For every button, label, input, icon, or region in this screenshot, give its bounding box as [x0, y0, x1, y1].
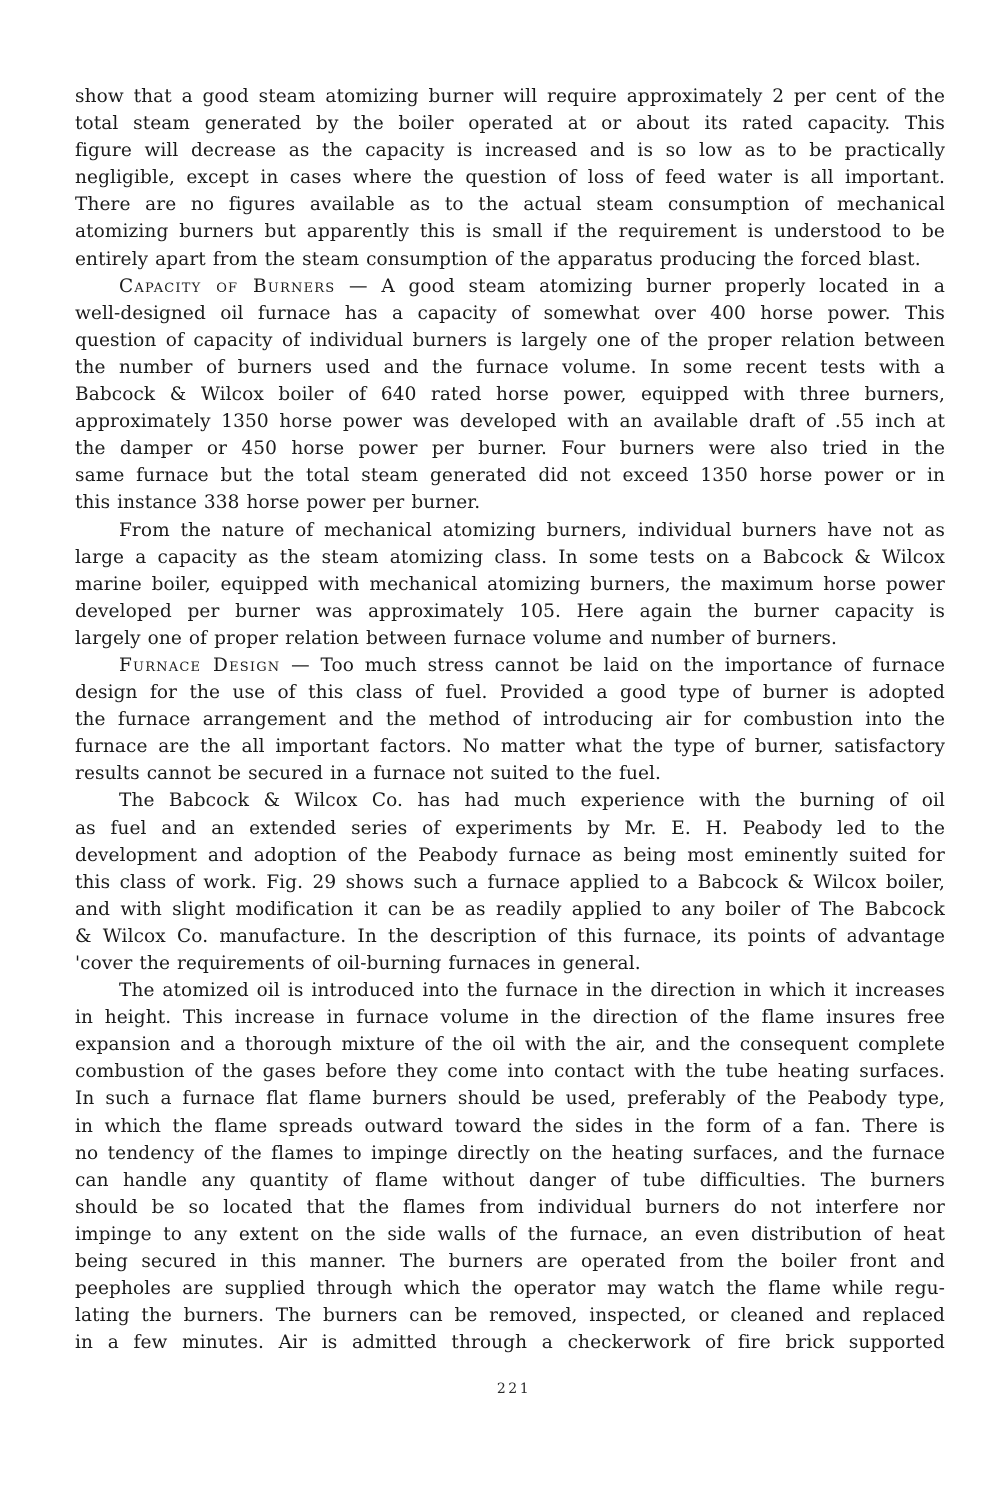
text-line: design for the use of this class of fuel. Provided a good type of burner is adopted — [75, 682, 945, 704]
text-line: development and adoption of the Peabody furnace as being most eminently suited for — [75, 844, 945, 866]
text-line: should be so located that the flames from individual burners do not interfere nor — [75, 1196, 945, 1218]
text-line: There are no figures available as to the actual steam consumption of mechanical — [75, 194, 945, 216]
text-line — [75, 273, 945, 300]
text-line: in a few minutes. Air is admitted through a checkerwork of fire brick supported — [75, 1332, 945, 1354]
paragraph — [75, 517, 945, 652]
text-line: lating the burners. The burners can be removed, inspected, or cleaned and replaced — [75, 1305, 945, 1327]
text-line: peepholes are supplied through which the operator may watch the flame while regu- — [75, 1278, 945, 1300]
text-line: approximately 1350 horse power was developed with an available draft of .55 inch at — [75, 411, 945, 433]
text-line: same furnace but the total steam generated did not exceed 1350 horse power or in — [75, 465, 945, 487]
text-line: large a capacity as the steam atomizing class. In some tests on a Babcock & Wilcox — [75, 546, 945, 568]
text-line: The Babcock & Wilcox Co. has had much experience with the burning of oil — [119, 790, 945, 812]
text-line: developed per burner was approximately 105. Here again the burner capacity is — [75, 600, 945, 622]
paragraph — [75, 273, 945, 517]
text-line: no tendency of the flames to impinge directly on the heating surfaces, and the furnace — [75, 1142, 945, 1164]
text-line-rest: — A good steam atomizing burner properly located in a — [335, 275, 945, 297]
paragraph — [75, 977, 945, 1356]
text-line: in which the flame spreads outward toward the sides in the form of a fan. There is — [75, 1115, 945, 1137]
text-line: Babcock & Wilcox boiler of 640 rated horse power, equipped with three burners, — [75, 384, 945, 406]
text-line: the number of burners used and the furnace volume. In some recent tests with a — [75, 356, 945, 378]
text-line: combustion of the gases before they come into contact with the tube heating surfaces. — [75, 1061, 945, 1083]
paragraph — [75, 652, 945, 787]
text-line: atomizing burners but apparently this is small if the requirement is understood to be — [75, 221, 945, 243]
paragraph — [75, 787, 945, 977]
text-line: impinge to any extent on the side walls of the furnace, an even distribution of heat — [75, 1223, 945, 1245]
text-line: marine boiler, equipped with mechanical atomizing burners, the maximum horse power — [75, 573, 945, 595]
text-line: largely one of proper relation between furnace volume and number of burners. — [75, 627, 837, 649]
text-line-rest: — Too much stress cannot be laid on the importance of furnace — [280, 654, 945, 676]
text-line: In such a furnace flat flame burners should be used, preferably of the Peabody type, — [75, 1088, 945, 1110]
text-line: the damper or 450 horse power per burner. Four burners were also tried in the — [75, 438, 945, 460]
text-line: this instance 338 horse power per burner. — [75, 492, 481, 514]
text-line: entirely apart from the steam consumption of the apparatus producing the forced blast. — [75, 248, 921, 270]
text-line: this class of work. Fig. 29 shows such a furnace applied to a Babcock & Wilcox boiler, — [75, 871, 945, 893]
section-heading: Capacity of Burners — [119, 275, 336, 297]
text-line: negligible, except in cases where the question of loss of feed water is all important. — [75, 167, 945, 189]
page-number: 221 — [496, 1381, 532, 1397]
text-line: furnace are the all important factors. No matter what the type of burner, satisfactory — [75, 736, 945, 758]
text-line — [75, 652, 945, 679]
text-line: From the nature of mechanical atomizing burners, individual burners have not as — [119, 519, 945, 541]
text-line: figure will decrease as the capacity is increased and is so low as to be practically — [75, 140, 945, 162]
text-line: as fuel and an extended series of experiments by Mr. E. H. Peabody led to the — [75, 817, 945, 839]
text-line: show that a good steam atomizing burner will require approximately 2 per cent of the — [75, 86, 945, 107]
text-line: expansion and a thorough mixture of the oil with the air, and the consequent complete — [75, 1034, 945, 1056]
text-line: 'cover the requirements of oil-burning furnaces in general. — [75, 953, 641, 974]
text-line: total steam generated by the boiler operated at or about its rated capacity. This — [75, 113, 945, 135]
text-line: well-designed oil furnace has a capacity of somewhat over 400 horse power. This — [75, 302, 945, 324]
section-heading: Furnace Design — [119, 654, 281, 676]
text-line: and with slight modification it can be as readily applied to any boiler of The Babcock — [75, 898, 945, 920]
text-line: The atomized oil is introduced into the furnace in the direction in which it increases — [119, 980, 945, 1002]
text-line: the furnace arrangement and the method of introducing air for combustion into the — [75, 709, 945, 731]
text-line: results cannot be secured in a furnace not suited to the fuel. — [75, 763, 662, 785]
text-line: in height. This increase in furnace volume in the direction of the flame insures free — [75, 1007, 945, 1029]
page-text — [75, 83, 945, 1356]
text-line: being secured in this manner. The burners are operated from the boiler front and — [75, 1251, 945, 1273]
text-line: can handle any quantity of flame without danger of tube difficulties. The burners — [75, 1169, 945, 1191]
text-line: question of capacity of individual burners is largely one of the proper relation between — [75, 329, 945, 351]
paragraph — [75, 83, 945, 273]
text-line: & Wilcox Co. manufacture. In the description of this furnace, its points of advantage — [75, 925, 945, 947]
